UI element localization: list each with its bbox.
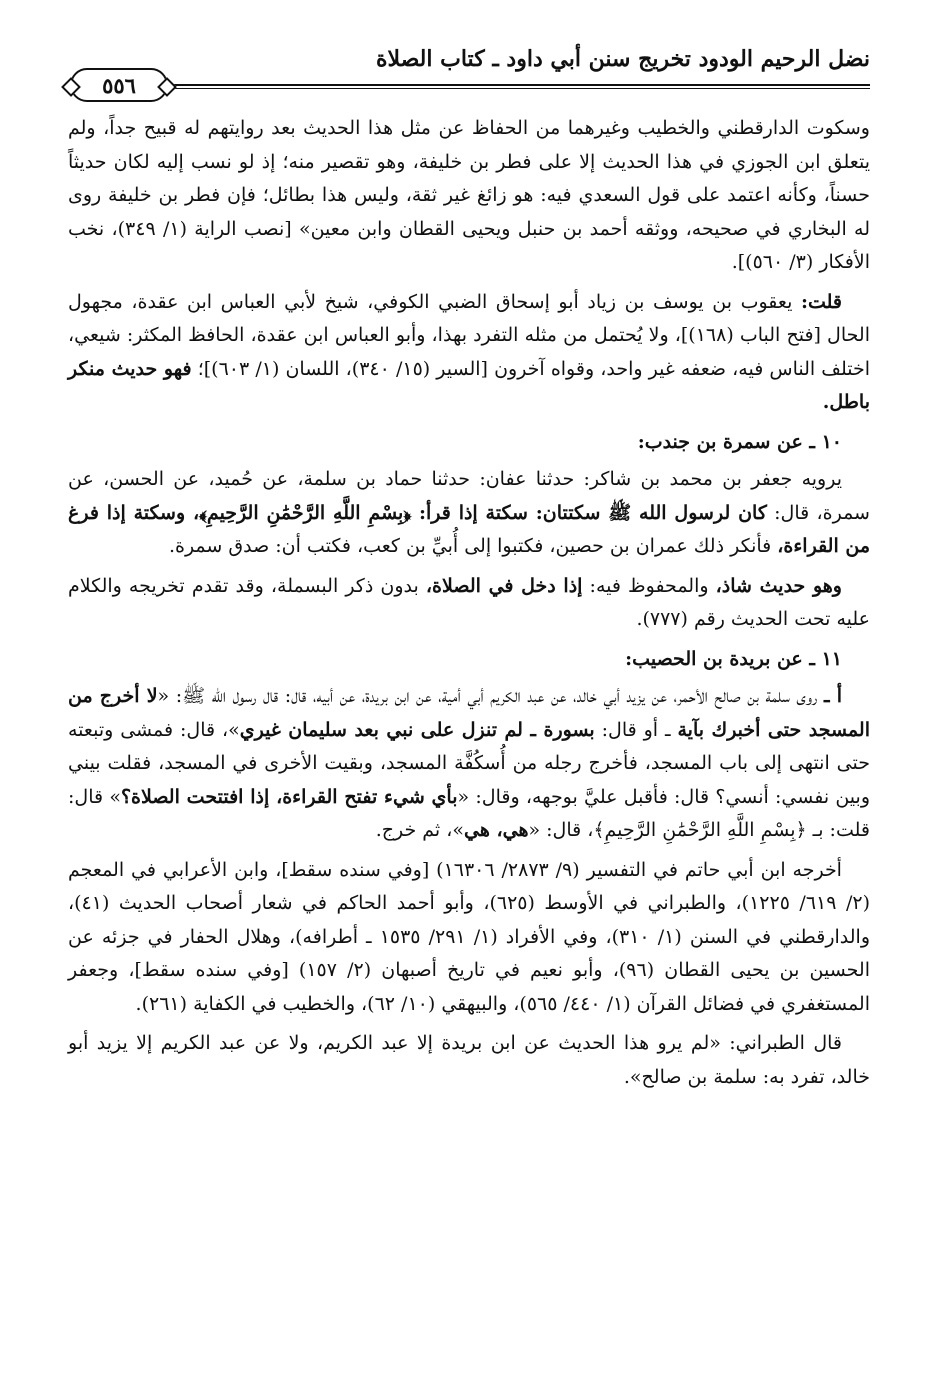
paragraph-samura-hadith [68,463,870,564]
hadith-text: بأي شيء تفتح القراءة، إذا افتتحت الصلاة؟ [120,785,458,808]
hadith-text: إذا دخل في الصلاة، [425,574,583,597]
page-body [68,112,870,1100]
paragraph-qultu [68,286,870,420]
paragraph-burayda-hadith [68,680,870,848]
paragraph-text: وسكوت الدارقطني والخطيب وغيرهما من الحفاظ عن مثل هذا الحديث بعد روايتهم له قبيح جداً، ولم يتعلق ابن الجوزي في هذا الحديث إلا على فطر بن خليفة، وهو تقصير منه؛ إذ لو نسب إليه لكان حديثاً حسناً، وكأنه اعتمد على قول السعدي فيه: هو زائغ غير ثقة، وليس هذا بطائل؛ فإن فطر بن خليفة روى له البخاري في صحيحه، ووثقه أحمد بن حنبل ويحيى القطان وابن معين» [نصب الراية (١/ ٣٤٩)، نخب الأفكار (٣/ ٥٦٠)]. [68,117,871,273]
paragraph-tabarani: قال الطبراني: «لم يرو هذا الحديث عن ابن بريدة إلا عبد الكريم، ولا عن عبد الكريم إلا يزيد أبو خالد، تفرد به: سلمة بن صالح». [68,1032,870,1088]
verdict-text: فهو حديث منكر باطل. [68,357,870,413]
item-marker: أ ـ [823,685,842,707]
hadith-text: لا أخرج من المسجد حتى أخبرك بآية [68,685,870,741]
paragraph-text: والمحفوظ فيه: [582,574,716,597]
paragraph-text: روى سلمة بن صالح الأحمر، عن يزيد أبي خالد، عن عبد الكريم أبي أمية، عن ابن بريدة، عن أبيه، قال: قال رسول الله ﷺ: « [157,685,824,707]
hadith-text: هي، هي [464,819,529,841]
header-rule [68,84,870,86]
paragraph-text: يرويه جعفر بن محمد بن شاكر: حدثنا عفان: حدثنا حماد بن سلمة، عن حُميد، عن الحسن، عن سمرة، قال: [68,468,870,524]
bold-label: قلت: [800,290,842,313]
header-rule-thin [68,88,870,89]
page-header [68,38,870,102]
paragraph-text: فأنكر ذلك عمران بن حصين، فكتبوا إلى أُبيِّ بن كعب، فكتب أن: صدق سمرة. [168,535,778,557]
hadith-text: كان لرسول الله ﷺ سكتتان: سكتة إذا قرأ: ﴿بِسْمِ اللَّهِ الرَّحْمَٰنِ الرَّحِيمِ﴾، وسكتة إذا فرغ من القراءة، [68,501,870,557]
section-heading-burayda: ١١ ـ عن بريدة بن الحصيب: [625,647,842,670]
paragraph-text: »، قال: فمشى وتبعته حتى انتهى إلى باب المسجد، فأخرج رجله من أُسكُفَّة المسجد، وبقيت الأخرى في المسجد، فقلت بيني وبين نفسي: أنسي؟ قال: فأقبل عليَّ بوجهه، وقال: « [68,718,871,808]
paragraph-text: بدون ذكر البسملة، وقد تقدم تخريجه والكلام عليه تحت الحديث رقم (٧٧٧). [68,574,870,630]
paragraph-quote-end [68,112,870,280]
paragraph-text: » قال: قلت: بـ ﴿بِسْمِ اللَّهِ الرَّحْمَٰنِ الرَّحِيمِ﴾، قال: « [68,785,870,841]
hadith-text: بسورة ـ لم تنزل على نبي بعد سليمان غيري [239,718,595,741]
page-number: ٥٥٦ [102,72,136,98]
page-number-badge [70,68,168,102]
paragraph-samura-ruling [68,570,870,637]
running-title: نضل الرحيم الودود تخريج سنن أبي داود ـ كتاب الصلاة [375,46,870,72]
paragraph-text: ـ أو قال: [594,718,678,741]
paragraph-text: »، ثم خرج. [375,819,465,841]
ruling-text: وهو حديث شاذ، [715,574,842,597]
paragraph-text: يعقوب بن يوسف بن زياد أبو إسحاق الضبي الكوفي، شيخ لأبي العباس ابن عقدة، مجهول الحال [فتح الباب (١٦٨)]، ولا يُحتمل من مثله التفرد بهذا، وأبو العباس ابن عقدة، الحافظ المكثر: شيعي، اختلف الناس فيه، ضعفه غير واحد، وقواه آخرون [السير (١٥/ ٣٤٠)، اللسان (١/ ٦٠٣)]؛ [68,290,871,380]
section-heading-samura: ١٠ ـ عن سمرة بن جندب: [637,430,842,453]
paragraph-takhrij: أخرجه ابن أبي حاتم في التفسير (٩/ ٢٨٧٣/ ١٦٣٠٦) [وفي سنده سقط]، وابن الأعرابي في المعجم (٢/ ٦١٩/ ١٢٢٥)، والطبراني في الأوسط (٦٢٥)، وأبو أحمد الحاكم في شعار أصحاب الحديث (٤١)، والدارقطني في السنن (١/ ٣١٠)، وفي الأفراد (١/ ٢٩١/ ١٥٣٥ ـ أطرافه)، وهلال الحفار في جزئه عن الحسين بن يحيى القطان (٩٦)، وأبو نعيم في تاريخ أصبهان (٢/ ١٥٧) [وفي سنده سقط]، وجعفر المستغفري في فضائل القرآن (١/ ٤٤٠/ ٥٦٥)، والبيهقي (١٠/ ٦٢)، والخطيب في الكفاية (٢٦١). [68,858,871,1015]
